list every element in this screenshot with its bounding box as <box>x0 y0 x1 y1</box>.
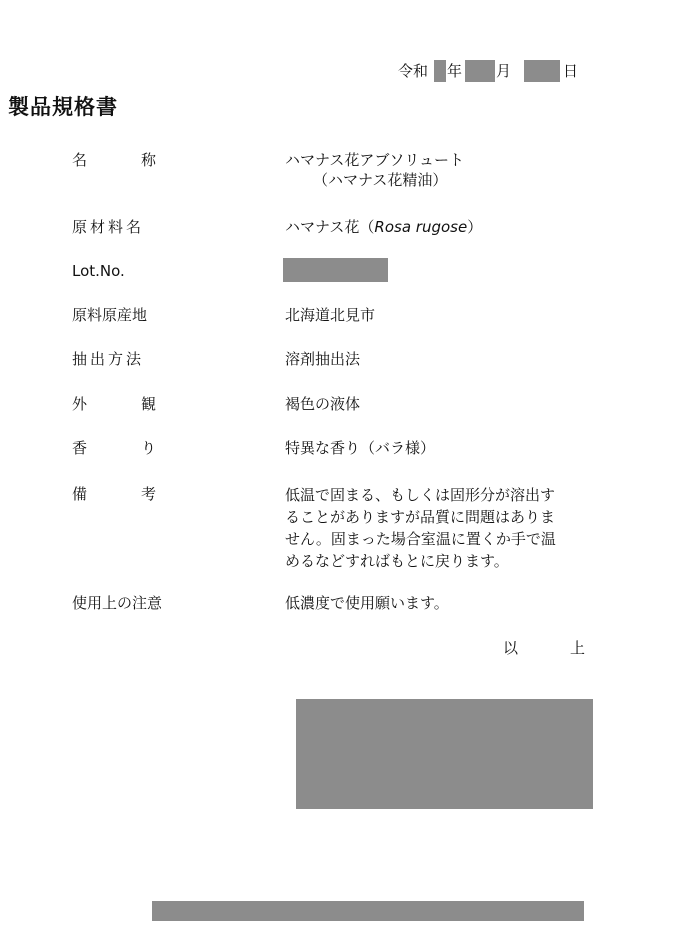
date-year-unit: 年 <box>447 62 463 80</box>
label-usage-notes: 使用上の注意 <box>72 594 163 612</box>
value-line: ることがありますが品質に問題はありま <box>285 508 556 526</box>
label-char: 名 <box>72 151 88 169</box>
value-extraction: 溶剤抽出法 <box>285 350 361 368</box>
value-appearance: 褐色の液体 <box>285 395 361 413</box>
label-char: り <box>140 439 156 457</box>
value-text: ハマナス花（ <box>285 218 375 236</box>
value-raw-material <box>285 217 482 237</box>
date-day-unit: 日 <box>563 62 579 80</box>
value-line: めるなどすればもとに戻ります。 <box>285 552 509 570</box>
label-char: 香 <box>72 439 88 457</box>
label-char: 称 <box>140 151 156 169</box>
value-usage-notes: 低濃度で使用願います。 <box>285 594 449 612</box>
redacted-footer <box>152 901 584 921</box>
label-fragrance <box>72 438 156 458</box>
value-text: ） <box>467 218 483 236</box>
label-raw-material: 原材料名 <box>72 218 145 236</box>
value-line: せん。固まった場合室温に置くか手で温 <box>285 530 556 548</box>
label-appearance <box>72 394 156 414</box>
redacted-year <box>434 60 446 82</box>
redacted-company-block <box>296 699 593 809</box>
label-name <box>72 150 156 170</box>
value-remarks <box>285 484 556 572</box>
redacted-month <box>465 60 495 82</box>
date-era: 令和 <box>398 62 429 80</box>
page-title: 製品規格書 <box>8 95 118 119</box>
label-char: 備 <box>72 485 88 503</box>
label-char: 外 <box>72 395 88 413</box>
label-extraction: 抽出方法 <box>72 350 145 368</box>
value-name <box>285 150 464 190</box>
label-char: 観 <box>140 395 156 413</box>
label-char: 考 <box>140 485 156 503</box>
latin-name: Rosa rugose <box>374 218 468 236</box>
value-line: （ハマナス花精油） <box>313 171 448 189</box>
label-remarks <box>72 484 156 504</box>
value-fragrance: 特異な香り（バラ様） <box>285 439 436 457</box>
closing-mark <box>503 637 585 658</box>
label-lot-no: Lot.No. <box>72 262 125 280</box>
redacted-day <box>524 60 560 82</box>
redacted-lot-number <box>283 258 388 282</box>
value-origin: 北海道北見市 <box>285 306 376 324</box>
closing-char: 以 <box>503 639 519 657</box>
value-line: 低温で固まる、もしくは固形分が溶出す <box>285 486 556 504</box>
label-origin: 原料原産地 <box>72 306 148 324</box>
value-line: ハマナス花アブソリュート <box>285 151 464 169</box>
closing-char: 上 <box>569 639 585 657</box>
date-month-unit: 月 <box>496 62 512 80</box>
